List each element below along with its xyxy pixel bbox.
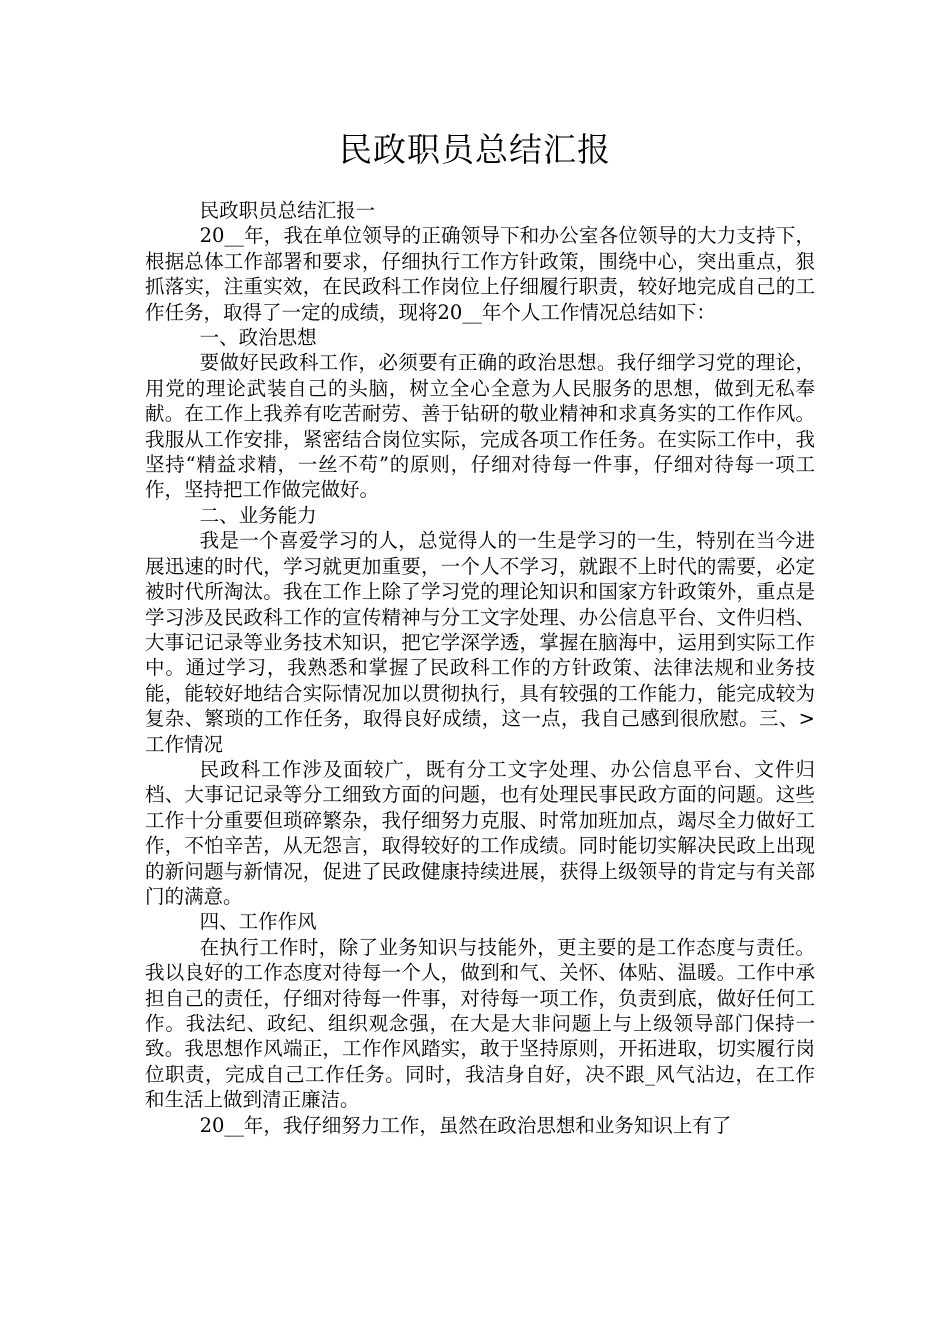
section-heading-style: 四、工作作风 <box>199 910 317 934</box>
paragraph-ability: 我是一个喜爱学习的人，总觉得人的一生是学习的一生，特别在当今进展迅速的时代，学习就更加重要，一个人不学习，就跟不上时代的需要，必定被时代所淘汰。我在工作上除了学习党的理论知识和国家方针政策外，重点是学习涉及民政科工作的宣传精神与分工文字处理、办公信息平台、文件归档、大事记记录等业务技术知识，把它学深学透，掌握在脑海中，运用到实际工作中。通过学习，我熟悉和掌握了民政科工作的方针政策、法律法规和业务技能，能较好地结合实际情况加以贯彻执行，具有较强的工作能力，能完成较为复杂、繁琐的工作任务，取得良好成绩，这一点，我自己感到很欣慰。三、>工作情况 <box>145 529 815 756</box>
paragraph-politics: 要做好民政科工作，必须要有正确的政治思想。我仔细学习党的理论，用党的理论武装自己的头脑，树立全心全意为人民服务的思想，做到无私奉献。在工作上我养有吃苦耐劳、善于钻研的敬业精神和求真务实的工作作风。我服从工作安排，紧密结合岗位实际，完成各项工作任务。在实际工作中，我坚持“精益求精，一丝不苟”的原则，仔细对待每一件事，仔细对待每一项工作，坚持把工作做完做好。 <box>145 351 815 502</box>
section-heading-ability: 二、业务能力 <box>199 503 317 527</box>
document-title: 民政职员总结汇报 <box>339 130 611 169</box>
paragraph-intro: 20__年，我在单位领导的正确领导下和办公室各位领导的大力支持下，根据总体工作部署和要求，仔细执行工作方针政策，围绕中心，突出重点，狠抓落实，注重实效，在民政科工作岗位上仔细履行职责，较好地完成自己的工作任务，取得了一定的成绩，现将20__年个人工作情况总结如下： <box>145 224 815 324</box>
paragraph-style: 在执行工作时，除了业务知识与技能外，更主要的是工作态度与责任。我以良好的工作态度对待每一个人，做到和气、关怀、体贴、温暖。工作中承担自己的责任，仔细对待每一件事，对待每一项工作，负责到底，做好任何工作。我法纪、政纪、组织观念强，在大是大非问题上与上级领导部门保持一致。我思想作风端正，工作作风踏实，敢于坚持原则，开拓进取，切实履行岗位职责，完成自己工作任务。同时，我洁身自好，决不跟_风气沾边，在工作和生活上做到清正廉洁。 <box>145 935 815 1112</box>
document-body <box>145 198 815 1138</box>
paragraph-work-situation: 民政科工作涉及面较广，既有分工文字处理、办公信息平台、文件归档、大事记记录等分工细致方面的问题，也有处理民事民政方面的问题。这些工作十分重要但琐碎繁杂，我仔细努力克服、时常加班加点，竭尽全力做好工作，不怕辛苦，从无怨言，取得较好的工作成绩。同时能切实解决民政上出现的新问题与新情况，促进了民政健康持续进展，获得上级领导的肯定与有关部门的满意。 <box>145 757 815 908</box>
paragraph-closing: 20__年，我仔细努力工作，虽然在政治思想和业务知识上有了 <box>199 1113 732 1137</box>
paragraph-subtitle: 民政职员总结汇报一 <box>199 199 376 222</box>
section-heading-politics: 一、政治思想 <box>199 326 317 350</box>
